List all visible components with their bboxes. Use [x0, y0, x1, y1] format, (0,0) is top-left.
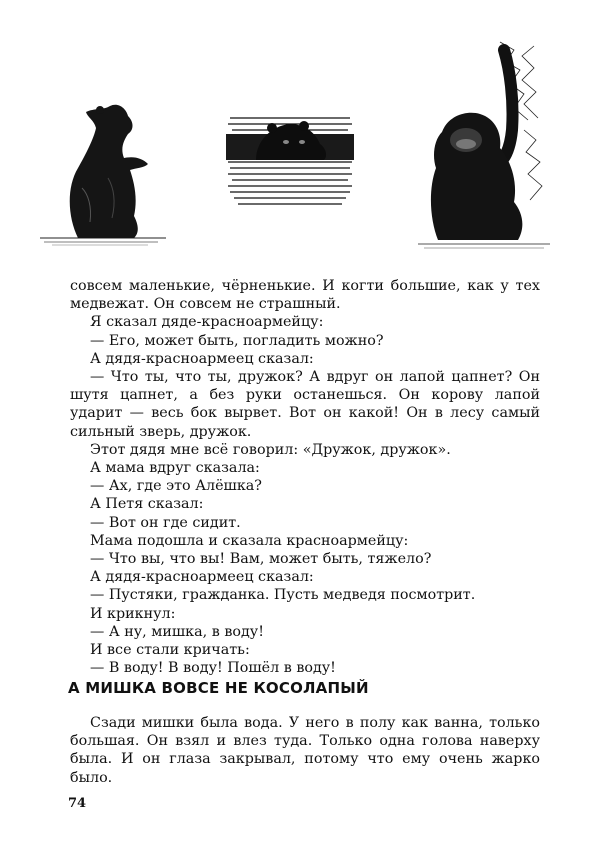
paragraph: — Что ты, что ты, дружок? А вдруг он лапой цапнет? Он шутя цапнет, а без руки останешься. Он корову лапой ударит — весь бок вырвет. Вот он какой! Он в лесу самый сильный зверь, дружок.	[70, 369, 540, 440]
swimming-bear-illustration	[226, 112, 354, 218]
paragraph: — Пустяки, гражданка. Пусть медведя посмотрит.	[90, 587, 476, 604]
paragraph: — А ну, мишка, в воду!	[90, 623, 264, 640]
paragraph: совсем маленькие, чёрненькие. И когти большие, как у тех медвежат. Он совсем не страшный.	[70, 278, 540, 313]
paragraph: А дядя-красноармеец сказал:	[90, 569, 314, 586]
paragraph: — Вот он где сидит.	[90, 514, 241, 531]
paragraph: — Ах, где это Алёшка?	[90, 478, 262, 495]
paragraph: Я сказал дяде-красноармейцу:	[90, 314, 324, 331]
paragraph: А Петя сказал:	[90, 496, 204, 513]
body-text	[70, 277, 540, 677]
section-body-text	[70, 714, 540, 787]
paragraph: И крикнул:	[90, 605, 176, 622]
paragraph: — В воду! В воду! Пошёл в воду!	[90, 660, 336, 677]
ape-illustration	[414, 40, 554, 250]
paragraph: Мама подошла и сказала красноармейцу:	[90, 532, 409, 549]
sitting-bear-illustration	[38, 98, 168, 248]
paragraph: — Что вы, что вы! Вам, может быть, тяжело?	[90, 551, 432, 568]
paragraph: Сзади мишки была вода. У него в полу как ванна, только большая. Он взял и влез туда. Только одна голова наверху была. И он глаза закрывал, потому что ему очень жарко было.	[70, 715, 540, 786]
paragraph: И все стали кричать:	[90, 642, 250, 659]
page-number: 74	[68, 796, 87, 811]
paragraph: А дядя-красноармеец сказал:	[90, 350, 314, 367]
paragraph: А мама вдруг сказала:	[90, 460, 260, 477]
paragraph: Этот дядя мне всё говорил: «Дружок, дружок».	[90, 441, 451, 458]
section-heading: А МИШКА ВОВСЕ НЕ КОСОЛАПЫЙ	[68, 679, 369, 697]
paragraph: — Его, может быть, погладить можно?	[90, 332, 384, 349]
